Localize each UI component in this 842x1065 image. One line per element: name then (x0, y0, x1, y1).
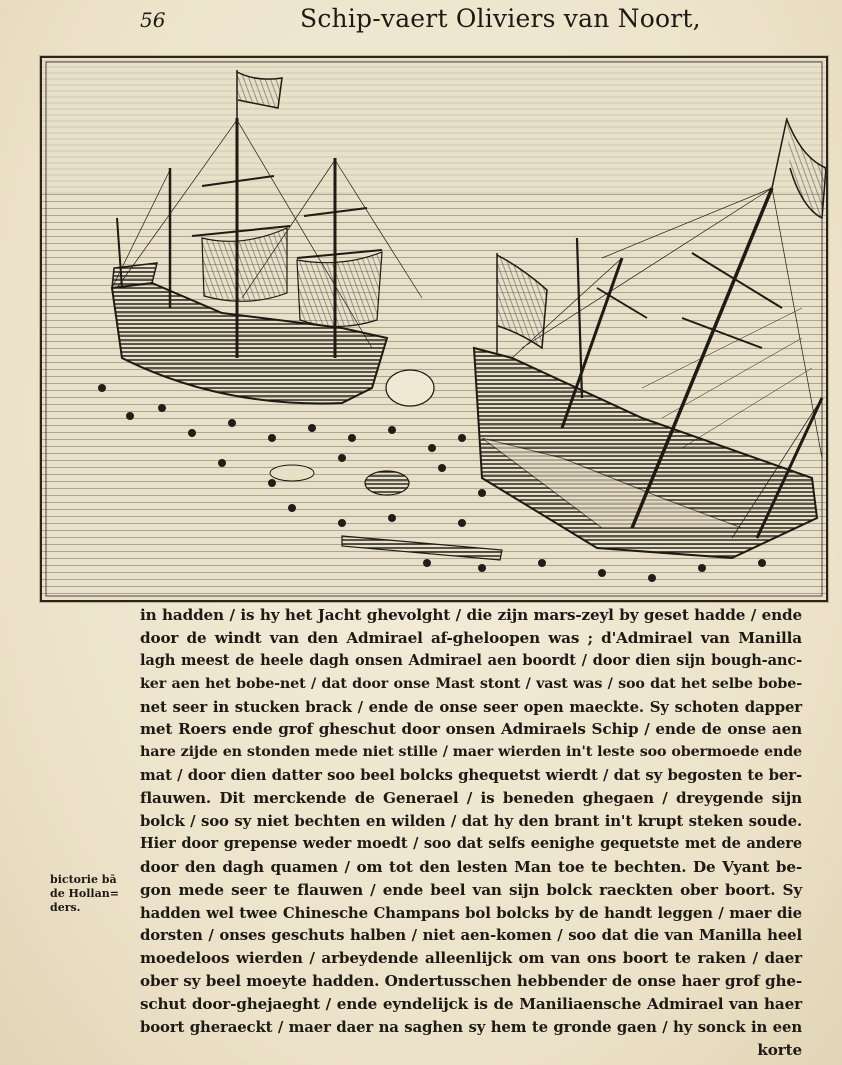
margin-note-line: ders. (50, 901, 81, 914)
text-line: lagh meest de heele dagh onsen Admirael aen boordt / door dien sijn bough-anc- (140, 651, 802, 669)
text-line: door den dagh quamen / om tot den lesten Man toe te bechten. De Vyant be- (140, 857, 802, 876)
text-line: ober sy beel moeyte hadden. Ondertusschen hebbender de onse haer grof ghe- (140, 972, 802, 991)
text-line: boort gheraeckt / maer daer na saghen sy hem te gronde gaen / hy sonck in een (140, 1018, 802, 1037)
engraving-naval-battle-icon (42, 58, 826, 600)
engraving-naval-battle (40, 56, 828, 602)
text-line: ker aen het bobe-net / dat door onse Mast stont / vast was / soo dat het selbe bobe- (140, 675, 802, 692)
text-line: dorsten / onses geschuts halben / niet aen-komen / soo dat die van Manilla heel (140, 926, 802, 945)
text-line: gon mede seer te flauwen / ende beel van sijn bolck raeckten ober boort. Sy (140, 880, 802, 899)
page-number: 56 (140, 8, 166, 32)
margin-note-line: de Hollan= (50, 887, 119, 900)
margin-note-line: bictorie bā (50, 873, 117, 886)
text-line: met Roers ende grof gheschut door onsen Admiraels Schip / ende de onse aen (140, 720, 802, 739)
catchword: korte (757, 1040, 802, 1059)
text-line: door de windt van den Admirael af-gheloopen was ; d'Admirael van Manilla (140, 628, 802, 647)
text-line: hadden wel twee Chinesche Champans bol bolcks by de handt leggen / maer die (140, 903, 802, 922)
margin-note (50, 873, 140, 915)
text-line: bolck / soo sy niet bechten en wilden / dat hy den brant in't krupt steken soude. (140, 812, 802, 831)
page-header (0, 2, 842, 42)
text-line: hare zijde en stonden mede niet stille / maer wierden in't leste soo obermoede ende (140, 744, 802, 761)
running-title: Schip-vaert Oliviers van Noort, (300, 4, 701, 33)
body-text (140, 604, 802, 1062)
text-line: mat / door dien datter soo beel bolcks ghequetst wierdt / dat sy begosten te ber- (140, 766, 802, 785)
text-line: in hadden / is hy het Jacht ghevolght / die zijn mars-zeyl by geset hadde / ende (140, 606, 802, 624)
text-line: Hier door grepense weder moedt / soo dat selfs eenighe gequetste met de andere (140, 834, 802, 852)
text-line: net seer in stucken brack / ende de onse seer open maeckte. Sy schoten dapper (140, 697, 802, 716)
text-line: flauwen. Dit merckende de Generael / is beneden ghegaen / dreygende sijn (140, 789, 802, 808)
text-line: schut door-ghejaeght / ende eyndelijck is de Maniliaensche Admirael van haer (140, 995, 802, 1014)
text-line: moedeloos wierden / arbeydende alleenlijck om van ons boort te raken / daer (140, 949, 802, 968)
